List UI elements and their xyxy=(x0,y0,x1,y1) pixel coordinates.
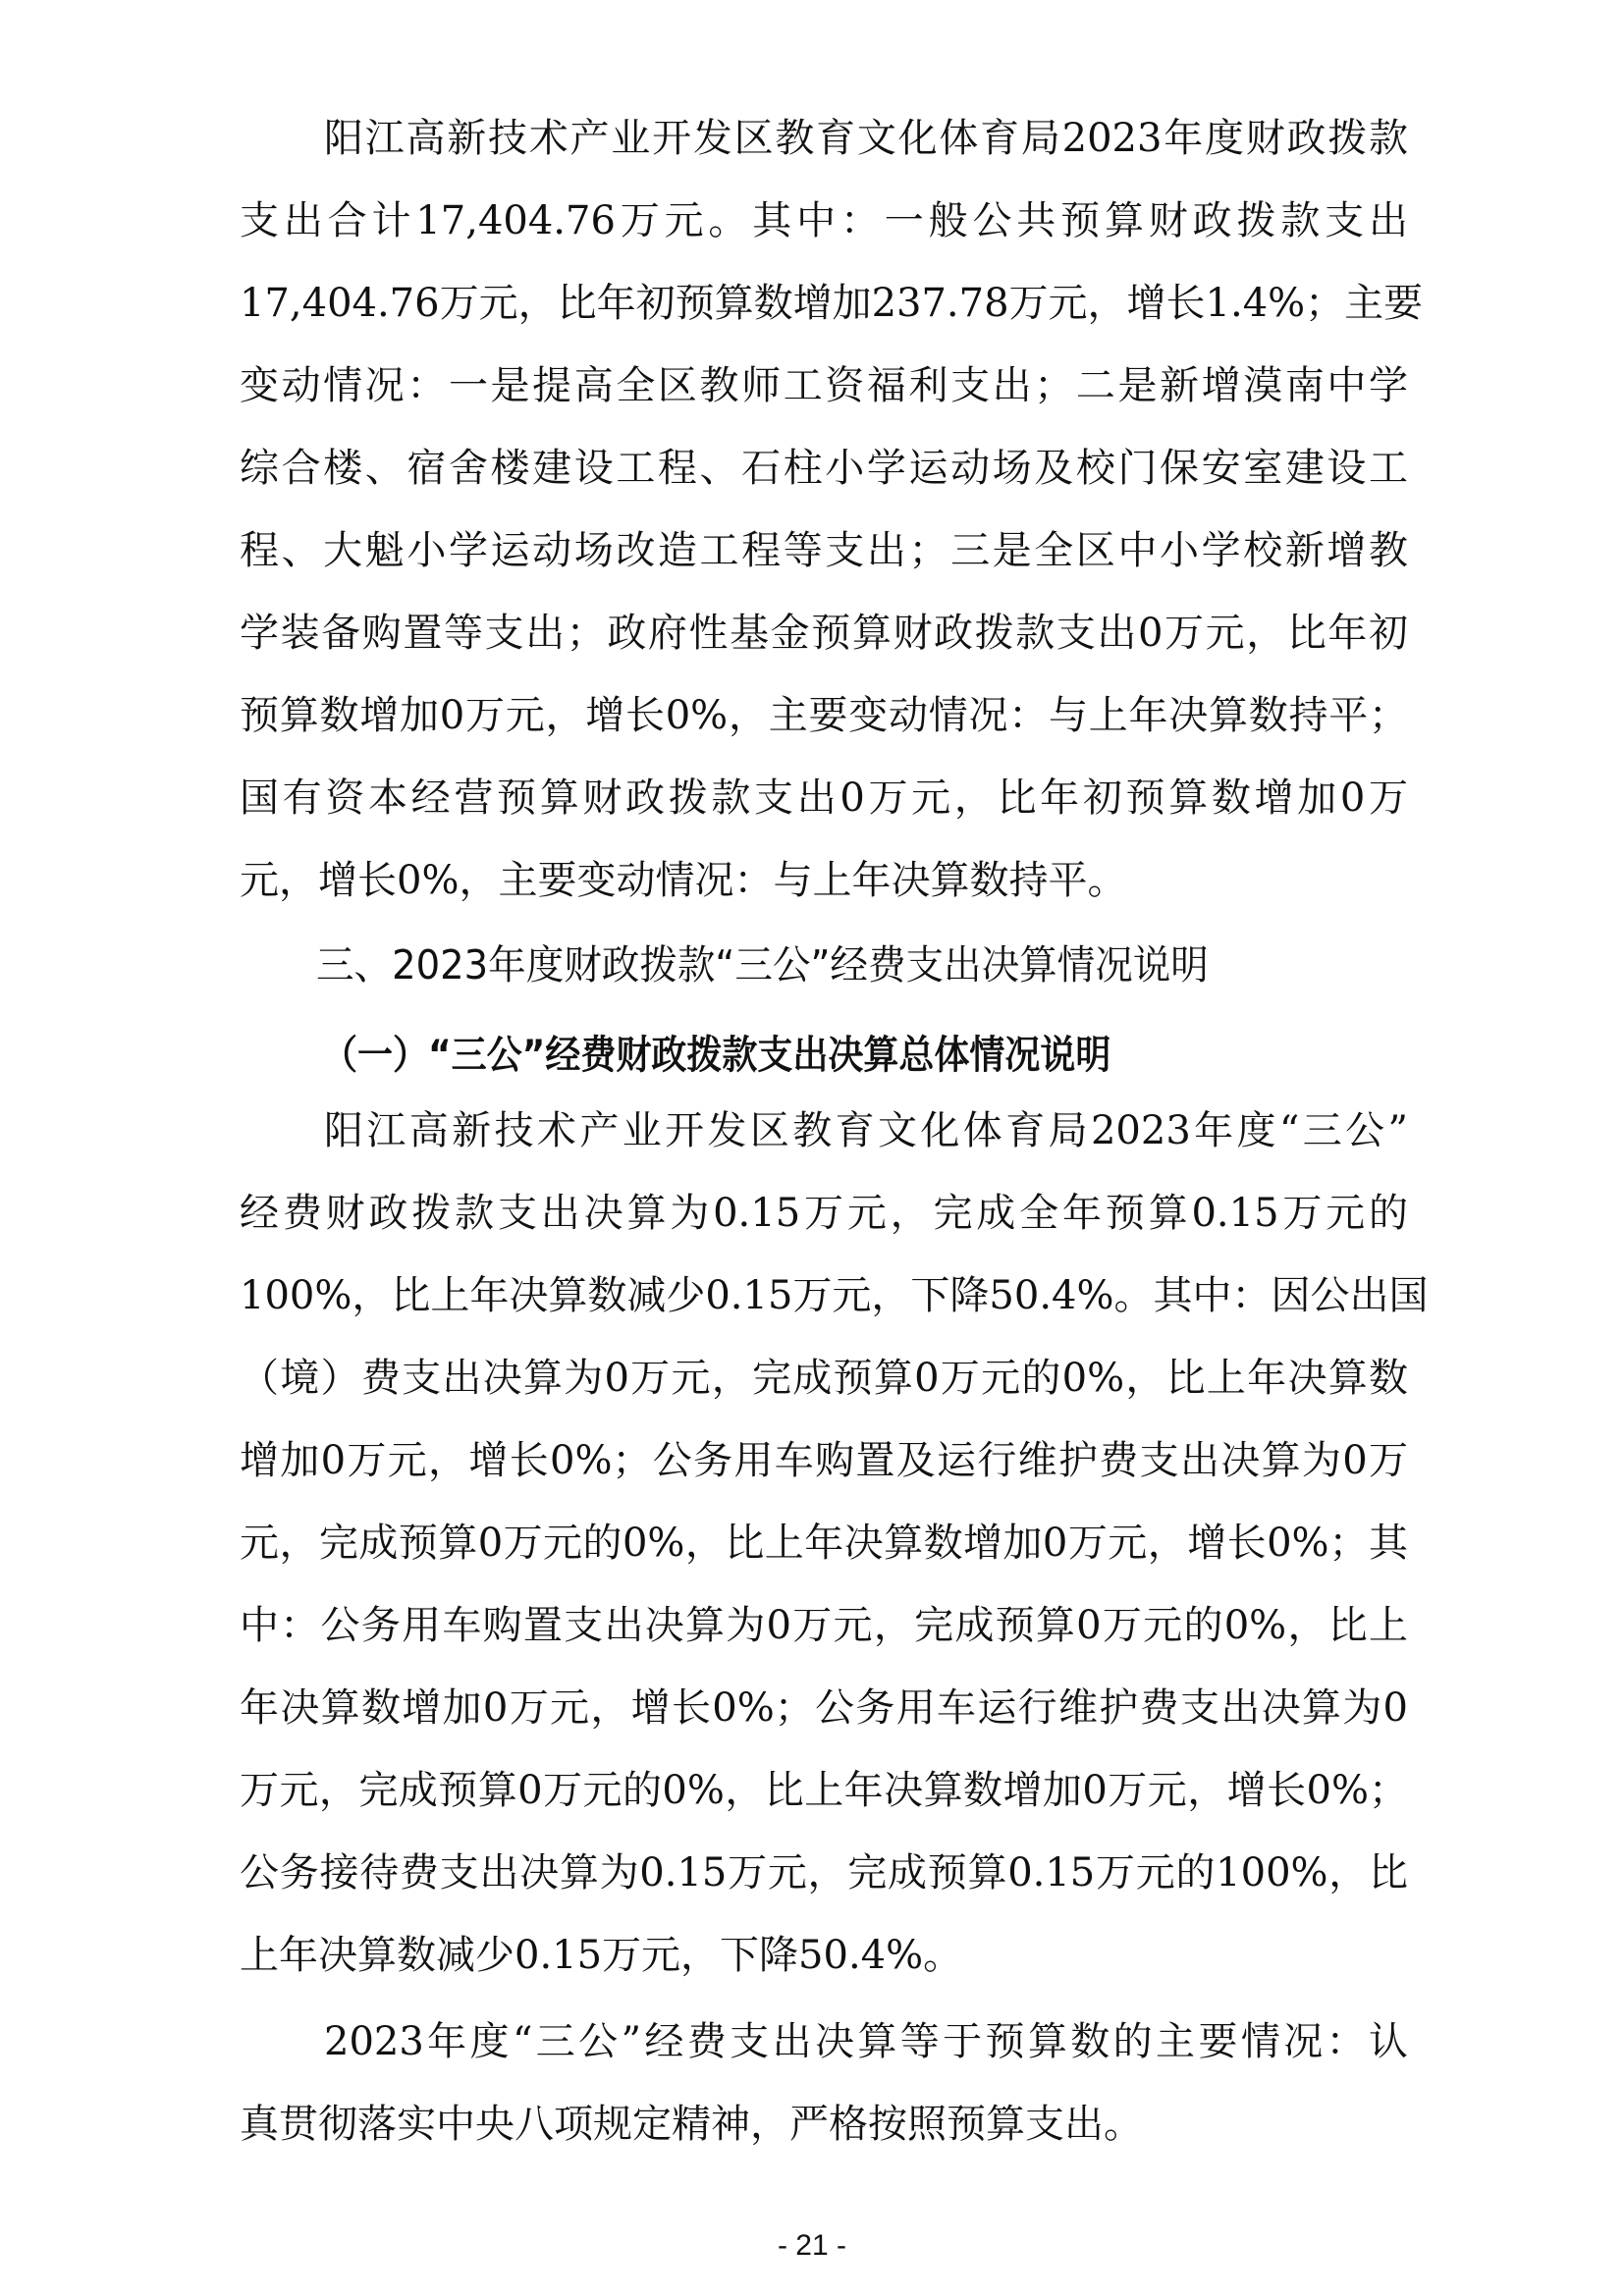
text-line: 阳江高新技术产业开发区教育文化体育局2023年度财政拨款 xyxy=(324,116,1408,161)
text-line: 综合楼、宿舍楼建设工程、石柱小学运动场及校门保安室建设工 xyxy=(240,446,1408,491)
text-line: 学装备购置等支出；政府性基金预算财政拨款支出0万元，比年初 xyxy=(240,611,1408,656)
text-line: 程、大魁小学运动场改造工程等支出；三是全区中小学校新增教 xyxy=(240,528,1408,573)
text-line: 变动情况：一是提高全区教师工资福利支出；二是新增漠南中学 xyxy=(240,363,1408,408)
page-number: - 21 - xyxy=(777,2229,847,2262)
text-line: 100%，比上年决算数减少0.15万元，下降50.4%。其中：因公出国 xyxy=(240,1273,1429,1318)
text-line: 万元，完成预算0万元的0%，比上年决算数增加0万元，增长0%； xyxy=(240,1768,1408,1813)
subsection-heading: （一）“三公”经费财政拨款支出决算总体情况说明 xyxy=(322,1033,1111,1078)
text-line: 公务接待费支出决算为0.15万元，完成预算0.15万元的100%，比 xyxy=(240,1850,1408,1896)
text-line: 支出合计17,404.76万元。其中：一般公共预算财政拨款支出 xyxy=(240,198,1408,243)
text-line: 经费财政拨款支出决算为0.15万元，完成全年预算0.15万元的 xyxy=(240,1191,1408,1236)
text-line: 元，完成预算0万元的0%，比上年决算数增加0万元，增长0%；其 xyxy=(240,1521,1408,1566)
text-line: 2023年度“三公”经费支出决算等于预算数的主要情况：认 xyxy=(324,2019,1408,2064)
text-line: 17,404.76万元，比年初预算数增加237.78万元，增长1.4%；主要 xyxy=(240,281,1424,326)
text-line: （境）费支出决算为0万元，完成预算0万元的0%，比上年决算数 xyxy=(240,1356,1408,1401)
text-line: 元，增长0%，主要变动情况：与上年决算数持平。 xyxy=(240,858,1127,903)
text-line: 真贯彻落实中央八项规定精神，严格按照预算支出。 xyxy=(240,2102,1143,2147)
section-heading: 三、2023年度财政拨款“三公”经费支出决算情况说明 xyxy=(316,941,1209,988)
text-line: 国有资本经营预算财政拨款支出0万元，比年初预算数增加0万 xyxy=(240,775,1408,821)
text-line: 增加0万元，增长0%；公务用车购置及运行维护费支出决算为0万 xyxy=(240,1438,1408,1483)
text-line: 上年决算数减少0.15万元，下降50.4%。 xyxy=(240,1933,963,1978)
text-line: 阳江高新技术产业开发区教育文化体育局2023年度“三公” xyxy=(324,1108,1408,1153)
text-line: 年决算数增加0万元，增长0%；公务用车运行维护费支出决算为0 xyxy=(240,1685,1408,1731)
text-line: 中：公务用车购置支出决算为0万元，完成预算0万元的0%，比上 xyxy=(240,1603,1408,1648)
text-line: 预算数增加0万元，增长0%，主要变动情况：与上年决算数持平； xyxy=(240,693,1408,738)
